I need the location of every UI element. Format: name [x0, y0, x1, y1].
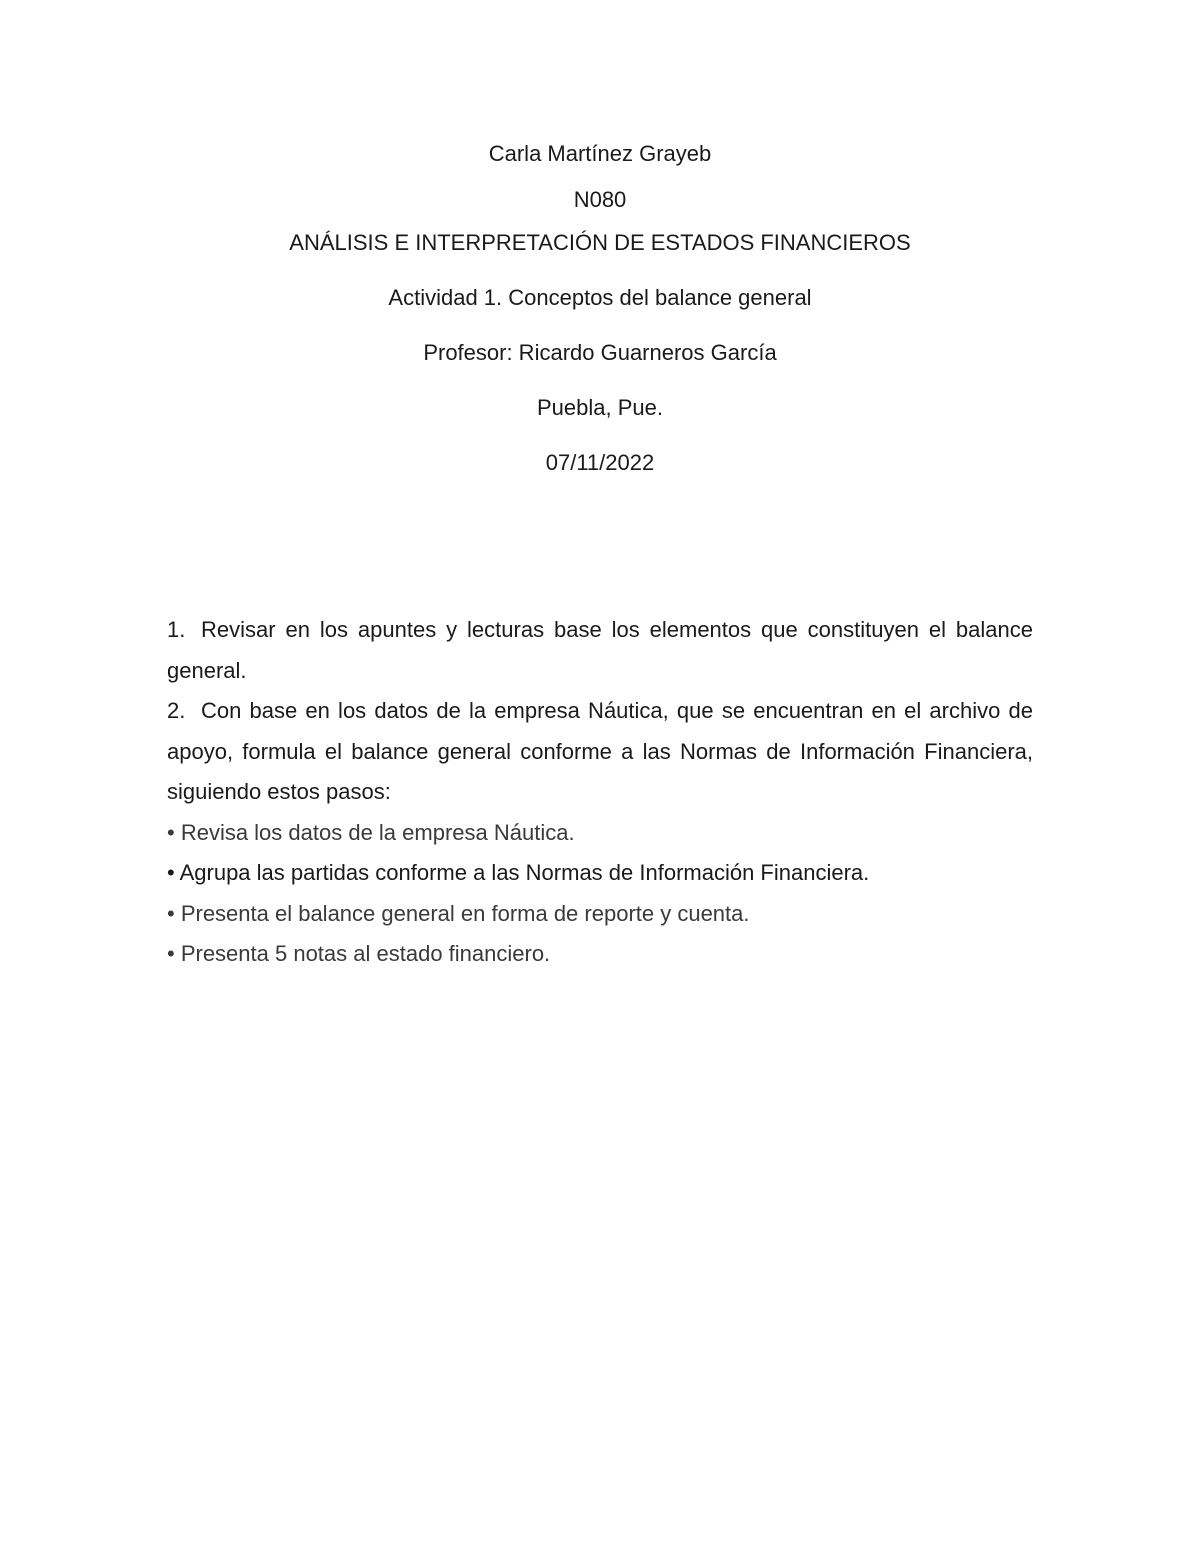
date: 07/11/2022	[545, 450, 655, 475]
instruction-item	[167, 691, 1033, 813]
course-code: N080	[573, 187, 627, 212]
course-title: ANÁLISIS E INTERPRETACIÓN DE ESTADOS FINANCIEROS	[289, 230, 911, 255]
step-item: • Presenta el balance general en forma de reporte y cuenta.	[167, 900, 750, 926]
step-item: • Agrupa las partidas conforme a las Normas de Información Financiera.	[167, 860, 870, 885]
step-item: • Presenta 5 notas al estado financiero.	[167, 941, 551, 966]
place: Puebla, Pue.	[537, 395, 663, 420]
instruction-text: Revisar en los apuntes y lecturas base los elementos que constituyen el balance general.	[167, 617, 1033, 683]
instruction-number: 2.	[167, 698, 186, 723]
instruction-item	[167, 610, 1033, 691]
instruction-number: 1.	[167, 617, 186, 642]
step-item: • Revisa los datos de la empresa Náutica.	[167, 819, 575, 845]
author-name: Carla Martínez Grayeb	[488, 141, 712, 166]
instructions-block	[167, 610, 1033, 975]
professor-name: Profesor: Ricardo Guarneros García	[423, 340, 777, 365]
instruction-text: Con base en los datos de la empresa Náutica, que se encuentran en el archivo de apoyo, formula el balance general conforme a las Normas de Información Financiera, siguiendo estos pasos:	[167, 698, 1033, 804]
activity-title: Actividad 1. Conceptos del balance general	[388, 285, 812, 310]
